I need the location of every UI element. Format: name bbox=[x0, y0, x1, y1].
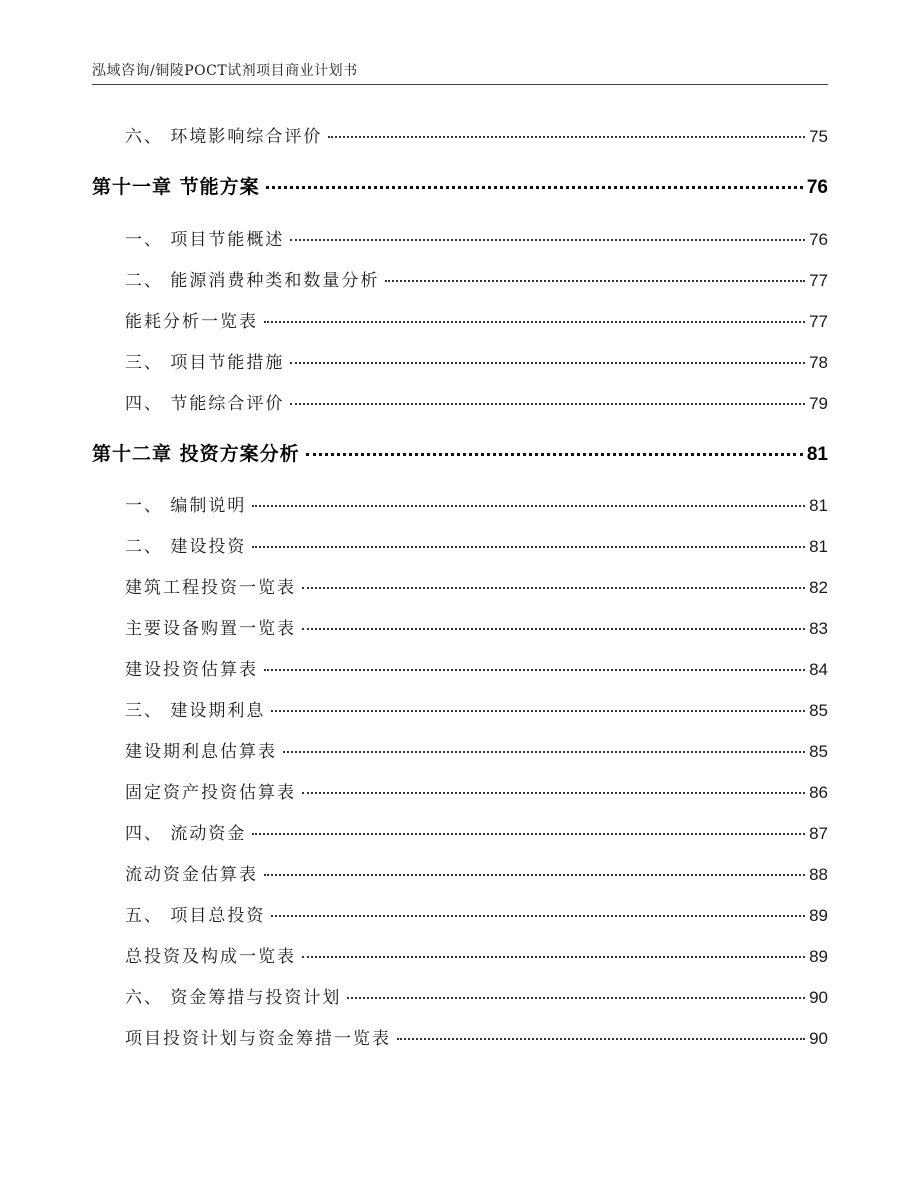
toc-entry-page: 87 bbox=[809, 824, 828, 843]
toc-entry-chapter[interactable] bbox=[92, 172, 828, 198]
toc-dot-leader bbox=[385, 280, 805, 282]
toc-entry-table[interactable] bbox=[125, 778, 828, 804]
toc-entry-title: 建筑工程投资一览表 bbox=[125, 578, 296, 598]
toc-entry-title: 固定资产投资估算表 bbox=[125, 783, 296, 803]
toc-dot-leader bbox=[347, 997, 805, 999]
toc-entry-section[interactable] bbox=[125, 389, 828, 415]
toc-dot-leader bbox=[252, 505, 805, 507]
toc-entry-page: 90 bbox=[809, 988, 828, 1007]
toc-entry-page: 83 bbox=[809, 619, 828, 638]
toc-dot-leader bbox=[264, 874, 805, 876]
toc-entry-page: 88 bbox=[809, 865, 828, 884]
toc-entry-table[interactable] bbox=[125, 614, 828, 640]
toc-entry-page: 81 bbox=[809, 496, 828, 515]
toc-dot-leader bbox=[302, 956, 805, 958]
toc-dot-leader bbox=[264, 669, 805, 671]
toc-entry-page: 81 bbox=[809, 537, 828, 556]
toc-entry-section[interactable] bbox=[125, 901, 828, 927]
toc-dot-leader bbox=[302, 587, 805, 589]
toc-entry-page: 90 bbox=[809, 1029, 828, 1048]
toc-entry-table[interactable] bbox=[125, 1024, 828, 1050]
toc-entry-chapter[interactable] bbox=[92, 439, 828, 465]
toc-dot-leader bbox=[290, 362, 805, 364]
toc-entry-title: 六、 环境影响综合评价 bbox=[125, 127, 323, 147]
toc-entry-table[interactable] bbox=[125, 573, 828, 599]
toc-entry-title: 三、 项目节能措施 bbox=[125, 353, 285, 373]
toc-entry-page: 77 bbox=[809, 312, 828, 331]
toc-entry-title: 一、 编制说明 bbox=[125, 496, 247, 516]
toc-entry-table[interactable] bbox=[125, 307, 828, 333]
toc-dot-leader bbox=[397, 1038, 805, 1040]
toc-dot-leader bbox=[302, 792, 805, 794]
toc-entry-page: 76 bbox=[806, 177, 828, 198]
toc-entry-table[interactable] bbox=[125, 860, 828, 886]
toc-dot-leader bbox=[264, 321, 805, 323]
toc-entry-title: 流动资金估算表 bbox=[125, 865, 258, 885]
toc-entry-section[interactable] bbox=[125, 819, 828, 845]
toc-entry-page: 82 bbox=[809, 578, 828, 597]
toc-dot-leader bbox=[302, 628, 805, 630]
toc-entry-title: 总投资及构成一览表 bbox=[125, 947, 296, 967]
toc-entry-title: 二、 建设投资 bbox=[125, 537, 247, 557]
toc-entry-page: 84 bbox=[809, 660, 828, 679]
toc-entry-title: 能耗分析一览表 bbox=[125, 312, 258, 332]
toc-dot-leader bbox=[252, 546, 805, 548]
toc-entry-page: 78 bbox=[809, 353, 828, 372]
toc-entry-page: 75 bbox=[809, 127, 828, 146]
toc-entry-page: 77 bbox=[809, 271, 828, 290]
toc-entry-title: 建设期利息估算表 bbox=[125, 742, 277, 762]
toc-entry-section[interactable] bbox=[125, 491, 828, 517]
toc-entry-section[interactable] bbox=[125, 122, 828, 148]
header-rule bbox=[92, 84, 828, 85]
toc-entry-page: 89 bbox=[809, 906, 828, 925]
toc-dot-leader bbox=[266, 186, 803, 189]
toc-entry-title: 主要设备购置一览表 bbox=[125, 619, 296, 639]
toc-entry-page: 79 bbox=[809, 394, 828, 413]
toc-dot-leader bbox=[306, 453, 803, 456]
toc-entry-table[interactable] bbox=[125, 737, 828, 763]
toc-dot-leader bbox=[328, 136, 805, 138]
toc-entry-page: 89 bbox=[809, 947, 828, 966]
toc-dot-leader bbox=[271, 710, 805, 712]
toc-entry-title: 四、 流动资金 bbox=[125, 824, 247, 844]
toc-entry-title: 第十二章 投资方案分析 bbox=[92, 443, 300, 465]
toc-entry-section[interactable] bbox=[125, 983, 828, 1009]
toc-dot-leader bbox=[271, 915, 805, 917]
toc-entry-title: 第十一章 节能方案 bbox=[92, 176, 260, 198]
toc-dot-leader bbox=[252, 833, 805, 835]
toc-entry-table[interactable] bbox=[125, 942, 828, 968]
toc-entry-section[interactable] bbox=[125, 225, 828, 251]
toc-entry-section[interactable] bbox=[125, 696, 828, 722]
toc-entry-table[interactable] bbox=[125, 655, 828, 681]
toc-entry-title: 二、 能源消费种类和数量分析 bbox=[125, 271, 380, 291]
toc-dot-leader bbox=[290, 403, 805, 405]
toc-entry-page: 85 bbox=[809, 742, 828, 761]
toc-entry-page: 81 bbox=[806, 444, 828, 465]
toc-entry-title: 一、 项目节能概述 bbox=[125, 230, 285, 250]
toc-entry-title: 项目投资计划与资金筹措一览表 bbox=[125, 1029, 391, 1049]
toc-entry-title: 六、 资金筹措与投资计划 bbox=[125, 988, 342, 1008]
toc-dot-leader bbox=[290, 239, 805, 241]
toc-entry-section[interactable] bbox=[125, 266, 828, 292]
toc-entry-title: 建设投资估算表 bbox=[125, 660, 258, 680]
toc-entry-title: 五、 项目总投资 bbox=[125, 906, 266, 926]
toc-dot-leader bbox=[283, 751, 805, 753]
toc-entry-title: 四、 节能综合评价 bbox=[125, 394, 285, 414]
toc-entry-page: 86 bbox=[809, 783, 828, 802]
page-header: 泓域咨询/铜陵POCT试剂项目商业计划书 bbox=[92, 63, 358, 79]
toc-entry-section[interactable] bbox=[125, 532, 828, 558]
toc-entry-page: 76 bbox=[809, 230, 828, 249]
toc-entry-section[interactable] bbox=[125, 348, 828, 374]
toc-entry-page: 85 bbox=[809, 701, 828, 720]
toc-entry-title: 三、 建设期利息 bbox=[125, 701, 266, 721]
